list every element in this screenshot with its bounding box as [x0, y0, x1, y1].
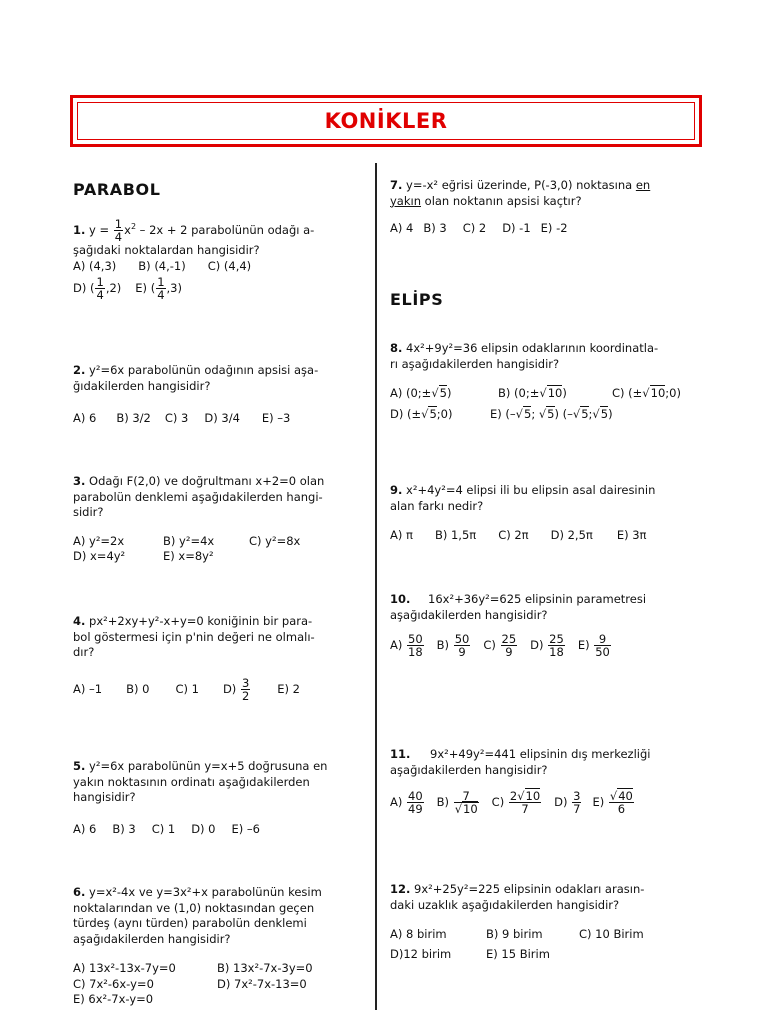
option-c[interactable]: C) (4,4) — [207, 258, 252, 273]
option-b[interactable]: B) 3 — [423, 221, 447, 235]
question-number: 2. — [73, 363, 86, 377]
option-c[interactable]: C) 2 — [462, 221, 487, 235]
option-d[interactable]: D) 0 — [191, 821, 216, 836]
column-divider — [375, 163, 377, 1010]
question-text-line: dır? — [73, 645, 95, 659]
question-text: 16x²+36y²=625 elipsinin parametresi — [428, 592, 647, 606]
question-text-line: aşağıdakilerden hangisidir? — [390, 762, 548, 777]
question-number: 6. — [73, 885, 86, 899]
options-row — [390, 221, 695, 237]
option-d[interactable]: D) ( $\frac{1}{4}$ ,2) — [73, 275, 122, 302]
option-c[interactable]: C) 3 — [164, 411, 189, 425]
option-a[interactable]: A) 8 birim — [390, 927, 447, 941]
option-c[interactable]: C) $\frac{25}{9}$ — [483, 632, 517, 659]
question-text-line: alan farkı nedir? — [390, 498, 484, 513]
question-text-line: olan noktanın apsisi kaçtır? — [421, 193, 582, 208]
option-b[interactable]: B) 0 — [126, 681, 150, 696]
question-text: x²+4y²=4 elipsi ili bu elipsin asal dairesinin — [406, 483, 656, 497]
question-text: y=-x² eğrisi üzerinde, P(-3,0) noktasına — [406, 178, 633, 192]
options-row — [73, 822, 363, 838]
underlined-text: yakın — [390, 193, 421, 208]
option-c[interactable]: C) (±√10;0) — [612, 386, 681, 400]
option-b[interactable]: B) (0;±√10) — [498, 386, 567, 400]
question-2 — [73, 363, 363, 427]
question-text-line: parabolün denklemi aşağıdakilerden hangi- — [73, 489, 323, 504]
equation-prefix: y = — [89, 223, 110, 237]
options-row — [390, 528, 695, 544]
option-a[interactable]: A) 6 — [73, 821, 97, 836]
question-number: 9. — [390, 483, 403, 497]
question-text: y²=6x parabolünün odağının apsisi aşa- — [89, 363, 319, 377]
option-d[interactable]: D) $\frac{3}{7}$ — [554, 789, 581, 816]
options-row — [73, 276, 363, 301]
question-text-line: hangisidir? — [73, 790, 136, 804]
question-text-line: rı aşağıdakilerden hangisidir? — [390, 356, 560, 371]
options-row — [73, 977, 363, 993]
option-a[interactable]: A) $\frac{40}{49}$ — [390, 789, 423, 816]
options-row — [390, 633, 695, 658]
exponent: 2 — [130, 222, 137, 232]
option-c[interactable]: C) 10 Birim — [579, 927, 644, 941]
question-text-line: bol göstermesi için p'nin değeri ne olmalı- — [73, 629, 315, 644]
question-7 — [390, 178, 695, 237]
question-4 — [73, 614, 363, 702]
question-8 — [390, 341, 695, 422]
fraction: $\frac{1}{4}$ — [114, 217, 123, 244]
title-box — [70, 95, 702, 147]
question-1 — [73, 218, 363, 301]
options-row — [73, 534, 363, 550]
options-row — [73, 411, 363, 427]
question-text-line: noktalarından ve (1,0) noktasından geçen — [73, 900, 315, 915]
question-3 — [73, 474, 363, 565]
option-d[interactable]: D) 2,5π — [550, 528, 593, 542]
options-row — [390, 927, 695, 943]
question-number: 7. — [390, 178, 403, 192]
option-b[interactable]: B) 13x²-7x-3y=0 — [217, 961, 313, 975]
option-b[interactable]: B) 3/2 — [116, 411, 151, 425]
option-e[interactable]: E) -2 — [540, 221, 568, 235]
page-title: KONİKLER — [324, 109, 448, 133]
question-text-line: aşağıdakilerden hangisidir? — [73, 931, 231, 946]
option-a[interactable]: A) –1 — [73, 681, 103, 696]
option-e[interactable]: E) 6x²-7x-y=0 — [73, 992, 154, 1006]
option-d[interactable]: D) (±√5;0) — [390, 406, 453, 421]
underlined-text: en — [635, 178, 651, 192]
question-text: 4x²+9y²=36 elipsin odaklarının koordinatla- — [406, 341, 659, 355]
question-number: 10. — [390, 592, 411, 606]
question-number: 8. — [390, 341, 403, 355]
options-row — [390, 947, 695, 963]
option-e[interactable]: E) $\frac{√40}{6}$ — [592, 789, 633, 816]
question-text: – 2x + 2 parabolünün odağı a- — [136, 223, 315, 237]
option-c[interactable]: C) 2π — [498, 528, 529, 542]
option-d[interactable]: D)12 birim — [390, 946, 452, 961]
option-c[interactable]: C) 1 — [175, 681, 199, 696]
question-text-line: aşağıdakilerden hangisidir? — [390, 607, 548, 622]
option-a[interactable]: A) $\frac{50}{18}$ — [390, 632, 423, 659]
option-b[interactable]: B) $\frac{50}{9}$ — [436, 632, 470, 659]
option-c[interactable]: C) $\frac{2√10}{7}$ — [491, 789, 541, 816]
question-text-line: sidir? — [73, 505, 104, 519]
question-text-line: yakın noktasının ordinatı aşağıdakilerden — [73, 774, 310, 789]
question-number: 4. — [73, 614, 86, 628]
option-e[interactable]: E) (–√5; √5) (–√5;√5) — [490, 406, 613, 421]
question-text: Odağı F(2,0) ve doğrultmanı x+2=0 olan — [89, 474, 325, 488]
option-e[interactable]: E) x=8y² — [163, 549, 214, 563]
option-d[interactable]: D) -1 — [502, 221, 531, 235]
option-c[interactable]: C) 1 — [151, 821, 176, 836]
question-text: 9x²+49y²=441 elipsinin dış merkezliği — [430, 747, 651, 761]
question-number: 3. — [73, 474, 86, 488]
options-row — [73, 549, 363, 565]
options-row — [390, 790, 695, 815]
question-number: 12. — [390, 882, 411, 896]
option-e[interactable]: E) 2 — [277, 681, 300, 696]
option-d[interactable]: D) 3/4 — [204, 411, 240, 425]
question-6 — [73, 885, 363, 1008]
question-11 — [390, 747, 695, 815]
option-b[interactable]: B) 3 — [112, 821, 136, 836]
question-number: 11. — [390, 747, 411, 761]
option-b[interactable]: B) $\frac{7}{√10}$ — [436, 789, 478, 816]
section-heading-elips: ELİPS — [390, 290, 444, 309]
options-row — [390, 407, 695, 423]
option-b[interactable]: B) 9 birim — [486, 927, 543, 941]
question-text: px²+2xy+y²-x+y=0 koniğinin bir para- — [89, 614, 313, 628]
question-number: 5. — [73, 759, 86, 773]
option-e[interactable]: E) 3π — [616, 528, 647, 542]
equation-var: x — [124, 223, 131, 237]
title-inner-border — [77, 102, 695, 140]
option-e[interactable]: E) ( $\frac{1}{4}$ ,3) — [135, 275, 182, 302]
option-a[interactable]: A) y²=2x — [73, 533, 125, 548]
options-row — [73, 961, 363, 977]
question-12 — [390, 882, 695, 962]
option-d[interactable]: D) x=4y² — [73, 549, 126, 563]
options-row — [390, 386, 695, 402]
question-number: 1. — [73, 223, 86, 237]
option-d[interactable]: D) $\frac{25}{18}$ — [530, 632, 564, 659]
option-e[interactable]: E) 15 Birim — [486, 946, 550, 961]
option-a[interactable]: A) 4 — [390, 221, 414, 235]
option-c[interactable]: C) y²=8x — [249, 533, 301, 548]
options-row — [73, 677, 363, 702]
option-c[interactable]: C) 7x²-6x-y=0 — [73, 976, 154, 991]
option-a[interactable]: A) (4,3) — [73, 258, 117, 273]
option-d[interactable]: D) 7x²-7x-13=0 — [217, 976, 307, 991]
option-a[interactable]: A) π — [390, 528, 413, 542]
question-text: 9x²+25y²=225 elipsinin odakları arasın- — [414, 882, 645, 896]
options-row — [73, 992, 363, 1008]
question-10 — [390, 592, 695, 658]
option-b[interactable]: B) y²=4x — [163, 533, 215, 548]
option-e[interactable]: E) $\frac{9}{50}$ — [577, 632, 610, 659]
option-a[interactable]: A) 13x²-13x-7y=0 — [73, 961, 176, 975]
question-text-line: türdeş (aynı türden) parabolün denklemi — [73, 916, 307, 930]
option-b[interactable]: B) 1,5π — [434, 528, 477, 542]
section-heading-parabol: PARABOL — [73, 180, 161, 199]
question-text: y²=6x parabolünün y=x+5 doğrusuna en — [89, 759, 328, 773]
question-text-line: şağıdaki noktalardan hangisidir? — [73, 243, 260, 257]
option-a[interactable]: A) (0;±√5) — [390, 386, 452, 400]
question-9 — [390, 483, 695, 544]
option-e[interactable]: E) –3 — [261, 411, 291, 425]
option-e[interactable]: E) –6 — [231, 821, 260, 836]
option-a[interactable]: A) 6 — [73, 411, 97, 425]
question-text-line: daki uzaklık aşağıdakilerden hangisidir? — [390, 897, 620, 912]
question-text: y=x²-4x ve y=3x²+x parabolünün kesim — [89, 885, 322, 899]
option-b[interactable]: B) (4,-1) — [138, 258, 186, 273]
options-row — [73, 259, 363, 275]
question-5 — [73, 759, 363, 837]
question-text-line: ğıdakilerden hangisidir? — [73, 378, 211, 393]
option-d[interactable]: D) $\frac{3}{2}$ — [222, 675, 250, 703]
